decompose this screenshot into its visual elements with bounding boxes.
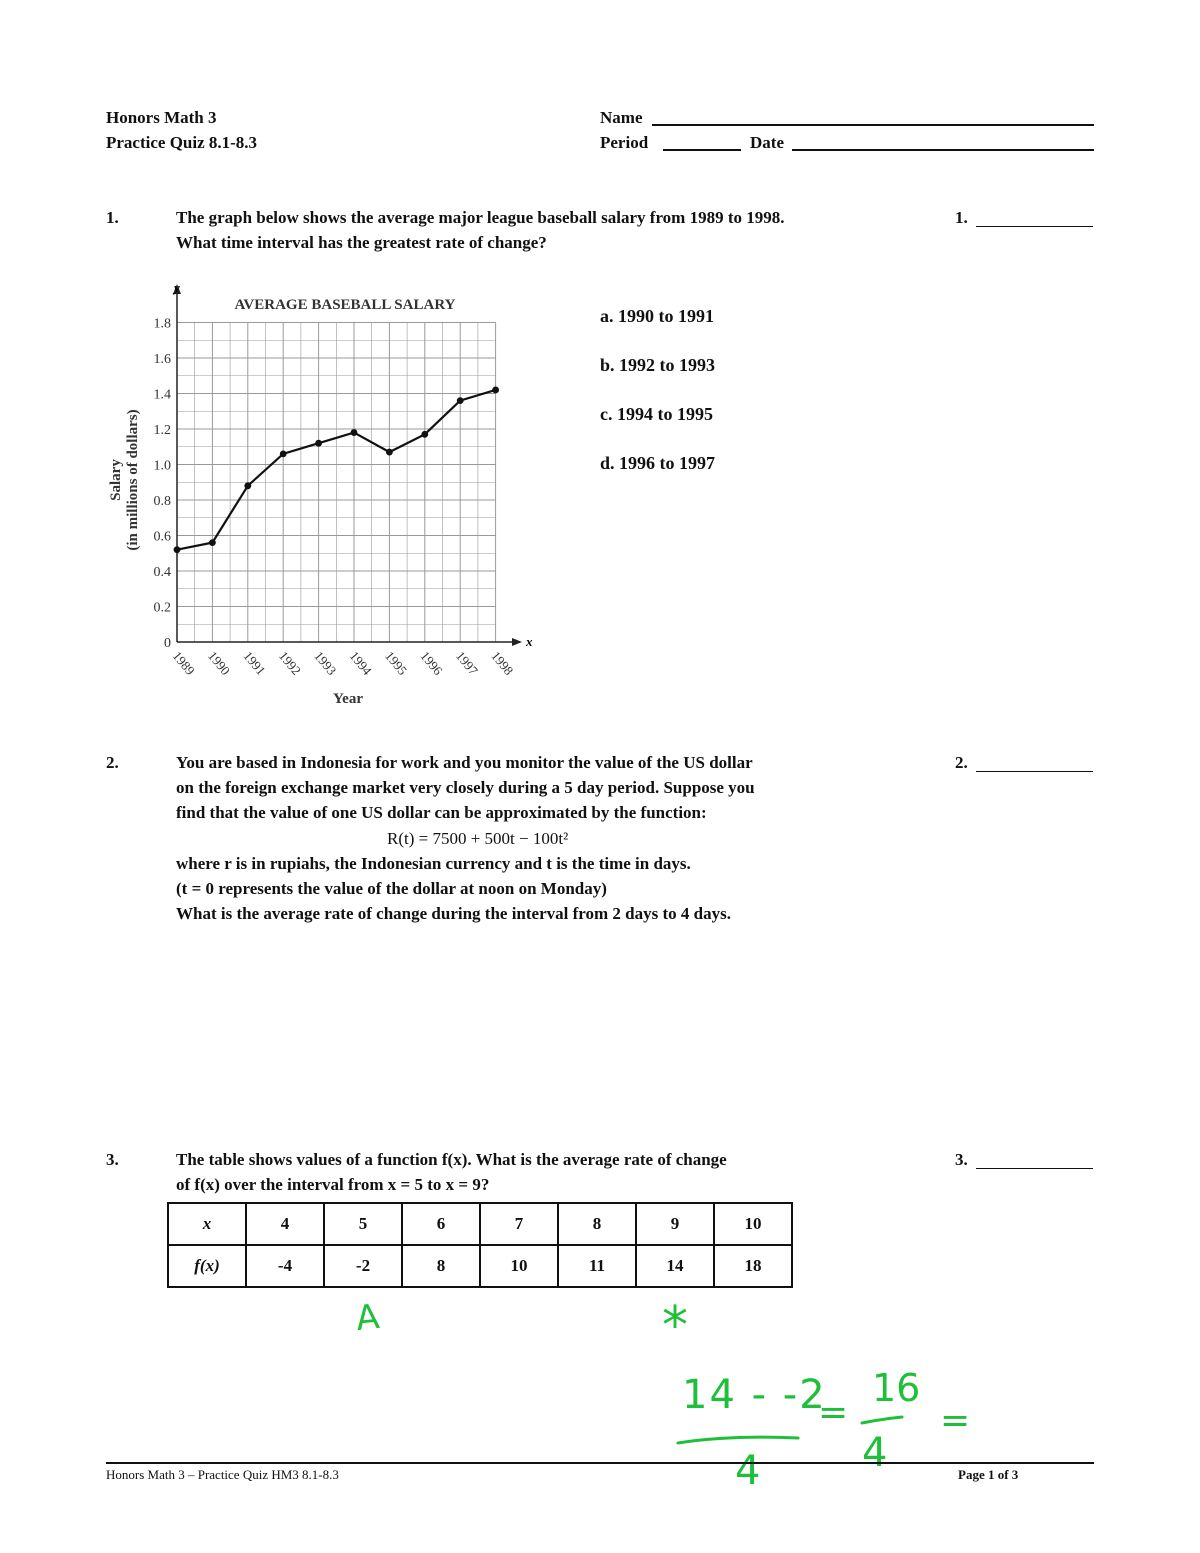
q2-line7: What is the average rate of change during the interval from 2 days to 4 days. [176,904,731,923]
y-axis-label-line2: (in millions of dollars) [125,409,141,551]
table-row-fx [168,1245,792,1287]
q3-number: 3. [106,1150,119,1169]
x-axis-label: Year [333,691,363,707]
handwritten-fraction-bars [670,1405,940,1455]
data-point [280,450,287,457]
y-tick-label: 0.6 [153,529,171,545]
table-cell: 18 [714,1245,792,1287]
x-tick-label: 1991 [240,648,269,678]
q2-number: 2. [106,753,119,772]
table-cell: 4 [246,1203,324,1245]
q2-answer-number: 2. [955,753,968,772]
q2-line6: (t = 0 represents the value of the dollar at noon on Monday) [176,879,607,898]
q2-line3: find that the value of one US dollar can be approximated by the function: [176,803,707,822]
x-axis-arrow [512,638,522,646]
y-tick-label: 1.2 [153,423,171,438]
x-tick-label: 1998 [488,648,517,678]
q2-line5: where r is in rupiahs, the Indonesian currency and t is the time in days. [176,854,691,873]
choice-d[interactable]: d. 1996 to 1997 [600,453,716,473]
chart-grid [177,323,496,643]
y-tick-label: 0 [164,636,171,651]
x-tick-label: 1997 [452,648,482,678]
data-point [457,397,464,404]
choice-b[interactable]: b. 1992 to 1993 [600,355,716,375]
q3-answer-number: 3. [955,1150,968,1169]
y-tick-label: 1.4 [153,387,171,403]
data-point [421,431,428,438]
table-cell: 5 [324,1203,402,1245]
data-point [174,546,181,553]
table-header-fx: f(x) [168,1245,246,1287]
x-tick-label: 1992 [275,648,305,678]
data-point [492,387,499,394]
course-title: Honors Math 3 [106,108,217,127]
y-axis-label-line1: Salary [108,459,124,501]
table-cell: -2 [324,1245,402,1287]
q1-answer-blank[interactable] [976,226,1093,227]
table-cell: 7 [480,1203,558,1245]
data-point [315,440,322,447]
y-tick-label: 0.2 [153,600,171,616]
y-tick-label: 1.6 [153,352,171,367]
footer-left: Honors Math 3 – Practice Quiz HM3 8.1-8.3 [106,1467,339,1482]
data-point [386,449,393,456]
table-cell: 10 [714,1203,792,1245]
period-field[interactable] [663,149,741,151]
handwritten-mark-star: * [662,1296,688,1356]
x-axis-letter: x [526,634,533,649]
table-header-x: x [168,1203,246,1245]
x-tick-label: 1993 [311,648,340,678]
table-cell: 10 [480,1245,558,1287]
handwritten-equals2: = [940,1400,971,1441]
table-row-x [168,1203,792,1245]
q1-number: 1. [106,208,119,227]
data-point [351,429,358,436]
period-label: Period [600,133,649,152]
q2-formula: R(t) = 7500 + 500t − 100t² [387,829,569,848]
salary-chart [100,280,550,710]
q1-text-line1: The graph below shows the average major league baseball salary from 1989 to 1998. [176,208,785,227]
handwritten-equals1: = [818,1392,849,1433]
q1-answer-number: 1. [955,208,968,227]
x-tick-label: 1989 [169,648,198,678]
handwritten-denominator1: 4 [735,1448,761,1494]
q1-text-line2: What time interval has the greatest rate of change? [176,233,547,252]
x-tick-label: 1990 [205,648,234,678]
name-field[interactable] [652,124,1094,126]
table-cell: 14 [636,1245,714,1287]
q3-line2: of f(x) over the interval from x = 5 to x = 9? [176,1175,490,1194]
q2-answer-blank[interactable] [976,771,1093,772]
date-field[interactable] [792,149,1094,151]
table-cell: 8 [558,1203,636,1245]
name-label: Name [600,108,643,127]
x-tick-label: 1995 [382,648,411,678]
y-axis-letter: y [174,280,180,295]
table-cell: 9 [636,1203,714,1245]
quiz-title: Practice Quiz 8.1-8.3 [106,133,258,152]
table-cell: 6 [402,1203,480,1245]
footer-rule [106,1462,1094,1464]
function-table [167,1202,793,1288]
choice-a[interactable]: a. 1990 to 1991 [600,306,714,326]
date-label: Date [750,133,784,152]
y-tick-label: 1.8 [153,316,171,332]
y-tick-label: 0.4 [153,565,171,580]
q2-line1: You are based in Indonesia for work and you monitor the value of the US dollar [176,753,753,772]
page-number: Page 1 of 3 [958,1467,1019,1482]
table-cell: 8 [402,1245,480,1287]
data-point [244,482,251,489]
table-cell: -4 [246,1245,324,1287]
handwritten-denominator2: 4 [862,1430,888,1476]
choice-c[interactable]: c. 1994 to 1995 [600,404,713,424]
y-tick-label: 1.0 [153,458,171,474]
handwritten-mark-a: A [353,1296,382,1340]
x-tick-label: 1994 [346,648,375,678]
data-point [209,539,216,546]
x-tick-label: 1996 [417,648,446,678]
table-cell: 11 [558,1245,636,1287]
handwritten-numerator2: 16 [872,1366,921,1410]
handwritten-numerator1: 14 - -2 [682,1372,827,1418]
q3-answer-blank[interactable] [976,1168,1093,1169]
q2-line2: on the foreign exchange market very closely during a 5 day period. Suppose you [176,778,755,797]
chart-title: AVERAGE BASEBALL SALARY [234,297,456,313]
y-tick-label: 0.8 [153,494,171,509]
q3-line1: The table shows values of a function f(x). What is the average rate of change [176,1150,727,1169]
